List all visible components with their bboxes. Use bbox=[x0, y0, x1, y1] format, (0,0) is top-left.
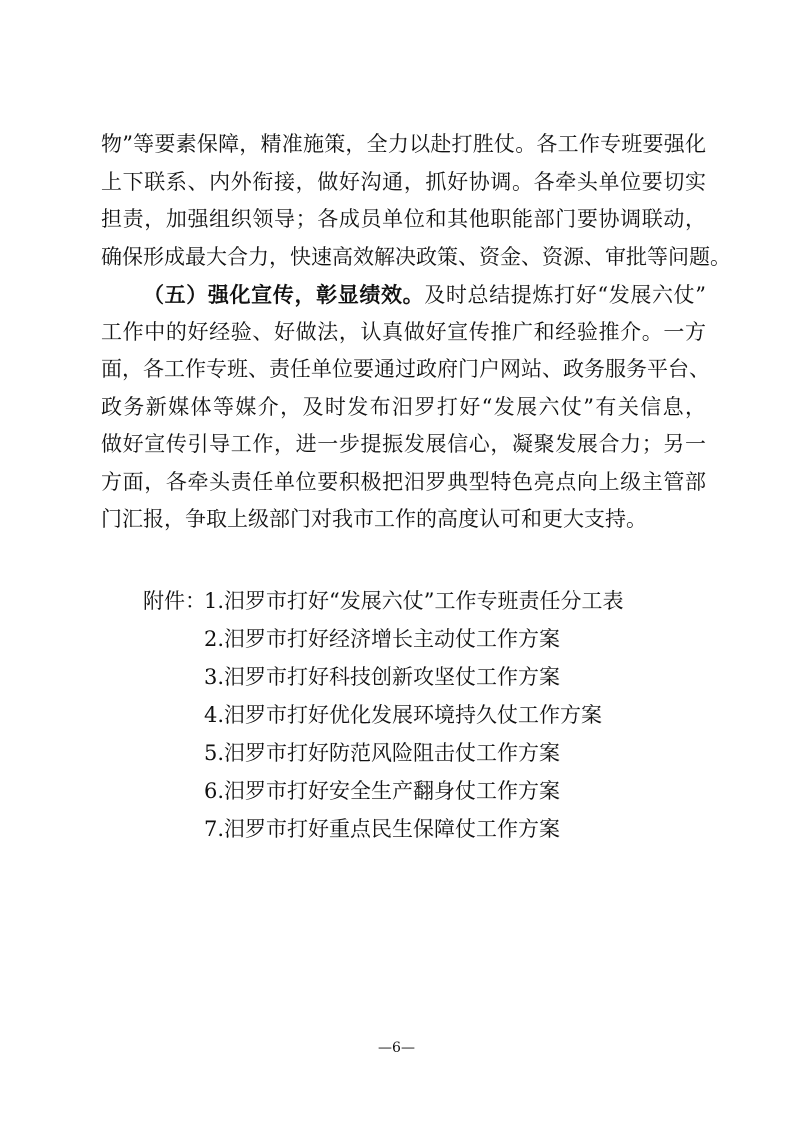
attachment-item: 7.汨罗市打好重点民生保障仗工作方案 bbox=[204, 817, 561, 841]
page-number: —6— bbox=[378, 1040, 415, 1056]
section-5-first-line-text: 及时总结提炼打好“发展六仗” bbox=[424, 283, 706, 307]
attachment-item: 6.汨罗市打好安全生产翻身仗工作方案 bbox=[204, 779, 561, 803]
paragraph-1-line: 确保形成最大合力，快速高效解决政策、资金、资源、审批等问题。 bbox=[101, 244, 731, 269]
attachment-item: 5.汨罗市打好防范风险阻击仗工作方案 bbox=[204, 741, 561, 765]
body-text bbox=[101, 126, 731, 539]
section-5-heading: （五）强化宣传，彰显绩效。 bbox=[143, 282, 425, 307]
section-5-line: 门汇报，争取上级部门对我市工作的高度认可和更大支持。 bbox=[101, 507, 647, 531]
attachment-item: 3.汨罗市打好科技创新攻坚仗工作方案 bbox=[204, 665, 561, 689]
paragraph-1-line: 上下联系、内外衔接，做好沟通，抓好协调。各牵头单位要切实 bbox=[101, 169, 706, 194]
attachment-row bbox=[143, 582, 624, 620]
paragraph-1-line: 担责，加强组织领导；各成员单位和其他职能部门要协调联动， bbox=[101, 207, 706, 231]
attachment-row bbox=[143, 734, 624, 772]
section-5-line: 政务新媒体等媒介，及时发布汨罗打好“发展六仗”有关信息， bbox=[101, 394, 706, 419]
attachments-list bbox=[143, 582, 624, 848]
attachment-row bbox=[143, 696, 624, 734]
attachment-row bbox=[143, 772, 624, 810]
paragraph-1-line: 物”等要素保障，精准施策，全力以赴打胜仗。各工作专班要强化 bbox=[101, 132, 706, 156]
attachment-item: 1.汨罗市打好“发展六仗”工作专班责任分工表 bbox=[204, 589, 624, 613]
section-5-line: 工作中的好经验、好做法，认真做好宣传推广和经验推介。一方 bbox=[101, 319, 706, 344]
attachments-label: 附件： bbox=[143, 589, 206, 613]
attachment-row bbox=[143, 658, 624, 696]
attachment-row bbox=[143, 620, 624, 658]
section-5-first-line bbox=[101, 276, 706, 314]
section-5-line: 面，各工作专班、责任单位要通过政府门户网站、政务服务平台、 bbox=[101, 357, 710, 381]
attachment-row bbox=[143, 810, 624, 848]
attachment-item: 4.汨罗市打好优化发展环境持久仗工作方案 bbox=[204, 703, 603, 727]
attachment-item: 2.汨罗市打好经济增长主动仗工作方案 bbox=[204, 627, 561, 651]
section-5-line: 做好宣传引导工作，进一步提振发展信心，凝聚发展合力；另一 bbox=[101, 432, 706, 456]
section-5-line: 方面，各牵头责任单位要积极把汨罗典型特色亮点向上级主管部 bbox=[101, 469, 706, 494]
